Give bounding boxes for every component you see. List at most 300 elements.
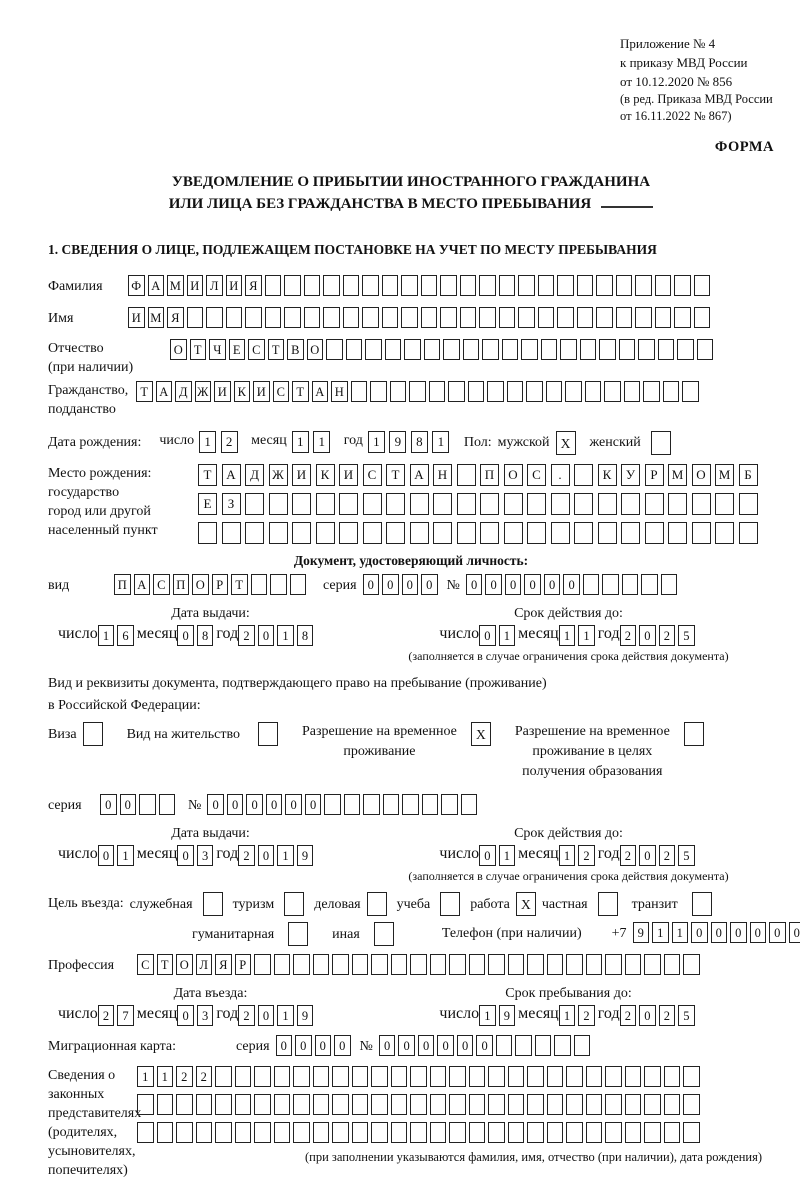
char-cell[interactable]: С [137,954,154,975]
char-cell[interactable]: 0 [750,922,767,943]
char-cell[interactable] [265,275,282,296]
char-cell[interactable]: 1 [479,1005,496,1026]
char-cell[interactable] [644,1066,661,1087]
char-cell[interactable] [313,1122,330,1143]
char-cell[interactable]: 3 [197,1005,214,1026]
char-cell[interactable] [683,954,700,975]
char-cell[interactable]: П [173,574,190,595]
temp-residence-education-checkbox[interactable] [684,722,704,746]
char-cell[interactable] [235,1094,252,1115]
char-cell[interactable] [410,493,429,515]
char-cell[interactable] [625,1094,642,1115]
char-cell[interactable] [343,307,360,328]
char-cell[interactable]: 0 [227,794,244,815]
char-cell[interactable] [449,1094,466,1115]
char-cell[interactable] [323,307,340,328]
char-cell[interactable] [682,381,699,402]
char-cell[interactable] [351,381,368,402]
char-cell[interactable] [739,522,758,544]
char-cell[interactable] [304,307,321,328]
char-cell[interactable] [293,1066,310,1087]
char-cell[interactable]: 1 [157,1066,174,1087]
char-cell[interactable] [343,275,360,296]
char-cell[interactable] [664,1094,681,1115]
char-cell[interactable]: 9 [499,1005,516,1026]
char-cell[interactable] [488,1066,505,1087]
char-cell[interactable]: 0 [524,574,541,595]
char-cell[interactable]: 0 [177,625,194,646]
char-cell[interactable]: 0 [258,1005,275,1026]
char-cell[interactable]: 1 [292,431,309,453]
char-cell[interactable] [598,522,617,544]
char-cell[interactable] [269,522,288,544]
char-cell[interactable] [410,954,427,975]
char-cell[interactable] [605,1066,622,1087]
char-cell[interactable] [422,794,439,815]
char-cell[interactable] [574,1035,591,1056]
char-cell[interactable] [137,1094,154,1115]
char-cell[interactable]: О [504,464,523,486]
char-cell[interactable] [655,275,672,296]
char-cell[interactable] [586,1066,603,1087]
char-cell[interactable] [313,1066,330,1087]
char-cell[interactable] [440,275,457,296]
char-cell[interactable]: Р [235,954,252,975]
char-cell[interactable] [598,493,617,515]
char-cell[interactable]: 8 [411,431,428,453]
char-cell[interactable]: 2 [238,625,255,646]
char-cell[interactable] [586,1122,603,1143]
char-cell[interactable] [535,1035,552,1056]
residence-permit-checkbox[interactable] [258,722,278,746]
char-cell[interactable] [290,574,307,595]
char-cell[interactable] [371,1122,388,1143]
char-cell[interactable]: Д [175,381,192,402]
char-cell[interactable]: 9 [297,845,314,866]
char-cell[interactable] [430,1122,447,1143]
char-cell[interactable] [443,339,460,360]
char-cell[interactable] [566,1094,583,1115]
char-cell[interactable] [624,381,641,402]
char-cell[interactable]: Я [167,307,184,328]
char-cell[interactable] [645,493,664,515]
char-cell[interactable]: А [156,381,173,402]
char-cell[interactable] [645,522,664,544]
char-cell[interactable]: 0 [295,1035,312,1056]
char-cell[interactable] [507,381,524,402]
char-cell[interactable]: А [312,381,329,402]
char-cell[interactable]: И [128,307,145,328]
char-cell[interactable] [580,339,597,360]
char-cell[interactable]: Я [245,275,262,296]
char-cell[interactable] [664,954,681,975]
char-cell[interactable] [391,954,408,975]
char-cell[interactable] [586,1094,603,1115]
char-cell[interactable] [739,493,758,515]
char-cell[interactable]: 8 [197,625,214,646]
char-cell[interactable]: 7 [117,1005,134,1026]
char-cell[interactable] [547,954,564,975]
char-cell[interactable] [402,794,419,815]
purpose-humanitarian-checkbox[interactable] [288,922,308,946]
char-cell[interactable]: 1 [672,922,689,943]
char-cell[interactable] [196,1122,213,1143]
char-cell[interactable] [304,275,321,296]
char-cell[interactable] [692,493,711,515]
char-cell[interactable] [270,574,287,595]
char-cell[interactable]: 2 [620,1005,637,1026]
char-cell[interactable]: 2 [620,625,637,646]
char-cell[interactable] [215,1094,232,1115]
char-cell[interactable]: 3 [197,845,214,866]
char-cell[interactable] [352,1122,369,1143]
char-cell[interactable]: Н [433,464,452,486]
char-cell[interactable]: З [222,493,241,515]
char-cell[interactable] [602,574,619,595]
char-cell[interactable] [332,954,349,975]
purpose-other-checkbox[interactable] [374,922,394,946]
char-cell[interactable] [619,339,636,360]
char-cell[interactable]: 0 [258,845,275,866]
char-cell[interactable]: Ф [128,275,145,296]
char-cell[interactable]: И [226,275,243,296]
char-cell[interactable] [390,381,407,402]
char-cell[interactable] [401,275,418,296]
char-cell[interactable] [565,381,582,402]
char-cell[interactable] [362,307,379,328]
char-cell[interactable]: 9 [389,431,406,453]
char-cell[interactable] [339,522,358,544]
char-cell[interactable] [433,493,452,515]
char-cell[interactable]: К [316,464,335,486]
char-cell[interactable]: М [715,464,734,486]
char-cell[interactable]: Н [331,381,348,402]
char-cell[interactable]: 1 [368,431,385,453]
char-cell[interactable]: 0 [382,574,399,595]
char-cell[interactable] [638,339,655,360]
char-cell[interactable]: 0 [639,845,656,866]
char-cell[interactable]: К [598,464,617,486]
char-cell[interactable]: 1 [432,431,449,453]
char-cell[interactable] [643,381,660,402]
char-cell[interactable]: 0 [258,625,275,646]
char-cell[interactable] [625,1066,642,1087]
char-cell[interactable] [683,1122,700,1143]
char-cell[interactable]: П [480,464,499,486]
char-cell[interactable]: 2 [578,1005,595,1026]
char-cell[interactable] [557,307,574,328]
char-cell[interactable] [363,493,382,515]
char-cell[interactable] [694,307,711,328]
char-cell[interactable]: 0 [437,1035,454,1056]
char-cell[interactable] [504,522,523,544]
char-cell[interactable] [293,1094,310,1115]
purpose-private-checkbox[interactable] [598,892,618,916]
char-cell[interactable] [352,1066,369,1087]
char-cell[interactable]: И [214,381,231,402]
char-cell[interactable] [547,1122,564,1143]
char-cell[interactable]: 5 [678,845,695,866]
char-cell[interactable] [518,275,535,296]
char-cell[interactable]: 1 [98,625,115,646]
char-cell[interactable]: А [148,275,165,296]
char-cell[interactable]: М [167,275,184,296]
char-cell[interactable] [674,275,691,296]
char-cell[interactable]: 0 [476,1035,493,1056]
char-cell[interactable] [596,275,613,296]
char-cell[interactable] [621,522,640,544]
char-cell[interactable] [401,307,418,328]
char-cell[interactable] [383,794,400,815]
char-cell[interactable] [433,522,452,544]
char-cell[interactable] [449,1066,466,1087]
char-cell[interactable] [222,522,241,544]
char-cell[interactable] [502,339,519,360]
char-cell[interactable]: Т [268,339,285,360]
char-cell[interactable] [644,954,661,975]
char-cell[interactable]: 5 [678,1005,695,1026]
char-cell[interactable] [245,493,264,515]
char-cell[interactable]: 1 [137,1066,154,1087]
char-cell[interactable] [139,794,156,815]
char-cell[interactable]: 1 [559,625,576,646]
char-cell[interactable] [641,574,658,595]
char-cell[interactable]: Ж [269,464,288,486]
char-cell[interactable] [527,1066,544,1087]
char-cell[interactable] [362,275,379,296]
char-cell[interactable] [526,381,543,402]
char-cell[interactable]: Т [231,574,248,595]
char-cell[interactable] [515,1035,532,1056]
char-cell[interactable]: 0 [711,922,728,943]
char-cell[interactable] [176,1094,193,1115]
char-cell[interactable] [363,522,382,544]
char-cell[interactable]: С [153,574,170,595]
char-cell[interactable] [323,275,340,296]
char-cell[interactable]: 0 [639,1005,656,1026]
char-cell[interactable] [409,381,426,402]
char-cell[interactable]: 1 [277,1005,294,1026]
char-cell[interactable]: 1 [652,922,669,943]
char-cell[interactable]: 0 [100,794,117,815]
char-cell[interactable]: 1 [578,625,595,646]
char-cell[interactable]: Т [386,464,405,486]
char-cell[interactable] [527,1094,544,1115]
char-cell[interactable] [316,493,335,515]
char-cell[interactable] [547,1094,564,1115]
char-cell[interactable] [206,307,223,328]
char-cell[interactable] [596,307,613,328]
char-cell[interactable]: И [339,464,358,486]
char-cell[interactable]: И [187,275,204,296]
char-cell[interactable]: 2 [176,1066,193,1087]
char-cell[interactable] [599,339,616,360]
char-cell[interactable]: К [234,381,251,402]
char-cell[interactable] [254,1066,271,1087]
char-cell[interactable] [196,1094,213,1115]
char-cell[interactable]: 1 [277,845,294,866]
char-cell[interactable] [586,954,603,975]
char-cell[interactable]: 1 [199,431,216,453]
char-cell[interactable] [488,954,505,975]
char-cell[interactable] [683,1094,700,1115]
char-cell[interactable]: Л [196,954,213,975]
purpose-study-checkbox[interactable] [440,892,460,916]
char-cell[interactable] [254,1122,271,1143]
char-cell[interactable] [385,339,402,360]
char-cell[interactable] [251,574,268,595]
char-cell[interactable] [574,522,593,544]
char-cell[interactable] [410,1066,427,1087]
char-cell[interactable] [527,954,544,975]
char-cell[interactable] [137,1122,154,1143]
char-cell[interactable]: 0 [363,574,380,595]
char-cell[interactable]: П [114,574,131,595]
char-cell[interactable] [371,1066,388,1087]
char-cell[interactable] [480,522,499,544]
char-cell[interactable] [487,381,504,402]
char-cell[interactable] [424,339,441,360]
char-cell[interactable] [410,1122,427,1143]
visa-checkbox[interactable] [83,722,103,746]
char-cell[interactable] [187,307,204,328]
char-cell[interactable] [527,1122,544,1143]
char-cell[interactable]: 9 [633,922,650,943]
char-cell[interactable] [352,1094,369,1115]
char-cell[interactable]: А [410,464,429,486]
char-cell[interactable]: 8 [297,625,314,646]
char-cell[interactable] [480,493,499,515]
char-cell[interactable]: 0 [285,794,302,815]
char-cell[interactable]: И [292,464,311,486]
char-cell[interactable] [441,794,458,815]
char-cell[interactable] [391,1094,408,1115]
char-cell[interactable] [605,1122,622,1143]
char-cell[interactable] [363,794,380,815]
char-cell[interactable]: С [248,339,265,360]
char-cell[interactable]: 0 [402,574,419,595]
char-cell[interactable] [344,794,361,815]
char-cell[interactable] [661,574,678,595]
char-cell[interactable]: 1 [559,845,576,866]
char-cell[interactable]: 0 [266,794,283,815]
char-cell[interactable] [468,381,485,402]
char-cell[interactable] [159,794,176,815]
char-cell[interactable]: С [527,464,546,486]
char-cell[interactable]: 5 [678,625,695,646]
char-cell[interactable] [557,275,574,296]
char-cell[interactable]: И [253,381,270,402]
char-cell[interactable]: Р [645,464,664,486]
char-cell[interactable] [410,522,429,544]
char-cell[interactable] [538,307,555,328]
char-cell[interactable] [674,307,691,328]
char-cell[interactable] [479,307,496,328]
char-cell[interactable] [460,275,477,296]
char-cell[interactable]: . [551,464,570,486]
char-cell[interactable] [371,954,388,975]
char-cell[interactable]: 0 [207,794,224,815]
char-cell[interactable] [292,493,311,515]
char-cell[interactable] [694,275,711,296]
char-cell[interactable] [677,339,694,360]
char-cell[interactable]: 0 [177,845,194,866]
char-cell[interactable]: 0 [479,845,496,866]
char-cell[interactable]: 0 [315,1035,332,1056]
char-cell[interactable] [644,1122,661,1143]
char-cell[interactable]: 0 [457,1035,474,1056]
char-cell[interactable]: Ч [209,339,226,360]
purpose-work-checkbox[interactable]: X [516,892,536,916]
char-cell[interactable] [332,1122,349,1143]
char-cell[interactable] [293,1122,310,1143]
char-cell[interactable] [440,307,457,328]
char-cell[interactable] [313,1094,330,1115]
char-cell[interactable] [697,339,714,360]
char-cell[interactable] [284,307,301,328]
char-cell[interactable]: О [192,574,209,595]
char-cell[interactable] [469,1066,486,1087]
char-cell[interactable]: Т [157,954,174,975]
char-cell[interactable] [546,381,563,402]
char-cell[interactable]: С [273,381,290,402]
char-cell[interactable] [430,954,447,975]
char-cell[interactable] [527,522,546,544]
char-cell[interactable] [274,954,291,975]
char-cell[interactable] [254,954,271,975]
char-cell[interactable]: О [176,954,193,975]
char-cell[interactable] [461,794,478,815]
char-cell[interactable] [668,522,687,544]
char-cell[interactable]: 0 [246,794,263,815]
char-cell[interactable]: 2 [659,1005,676,1026]
char-cell[interactable] [410,1094,427,1115]
char-cell[interactable]: 0 [485,574,502,595]
char-cell[interactable]: 0 [276,1035,293,1056]
purpose-business-checkbox[interactable] [367,892,387,916]
char-cell[interactable]: 1 [499,625,516,646]
purpose-official-checkbox[interactable] [203,892,223,916]
char-cell[interactable]: С [363,464,382,486]
char-cell[interactable] [391,1122,408,1143]
char-cell[interactable]: 6 [117,625,134,646]
char-cell[interactable]: 9 [297,1005,314,1026]
char-cell[interactable]: Т [136,381,153,402]
char-cell[interactable] [551,493,570,515]
char-cell[interactable] [482,339,499,360]
char-cell[interactable] [508,1066,525,1087]
char-cell[interactable] [496,1035,513,1056]
char-cell[interactable] [574,464,593,486]
char-cell[interactable] [715,493,734,515]
char-cell[interactable]: Т [292,381,309,402]
char-cell[interactable]: 0 [98,845,115,866]
char-cell[interactable] [313,954,330,975]
char-cell[interactable] [508,954,525,975]
char-cell[interactable] [499,307,516,328]
char-cell[interactable] [421,307,438,328]
char-cell[interactable]: 1 [559,1005,576,1026]
char-cell[interactable] [663,381,680,402]
char-cell[interactable] [605,954,622,975]
char-cell[interactable] [370,381,387,402]
char-cell[interactable]: Л [206,275,223,296]
char-cell[interactable]: М [148,307,165,328]
char-cell[interactable] [457,493,476,515]
char-cell[interactable] [386,522,405,544]
char-cell[interactable]: В [287,339,304,360]
char-cell[interactable] [284,275,301,296]
